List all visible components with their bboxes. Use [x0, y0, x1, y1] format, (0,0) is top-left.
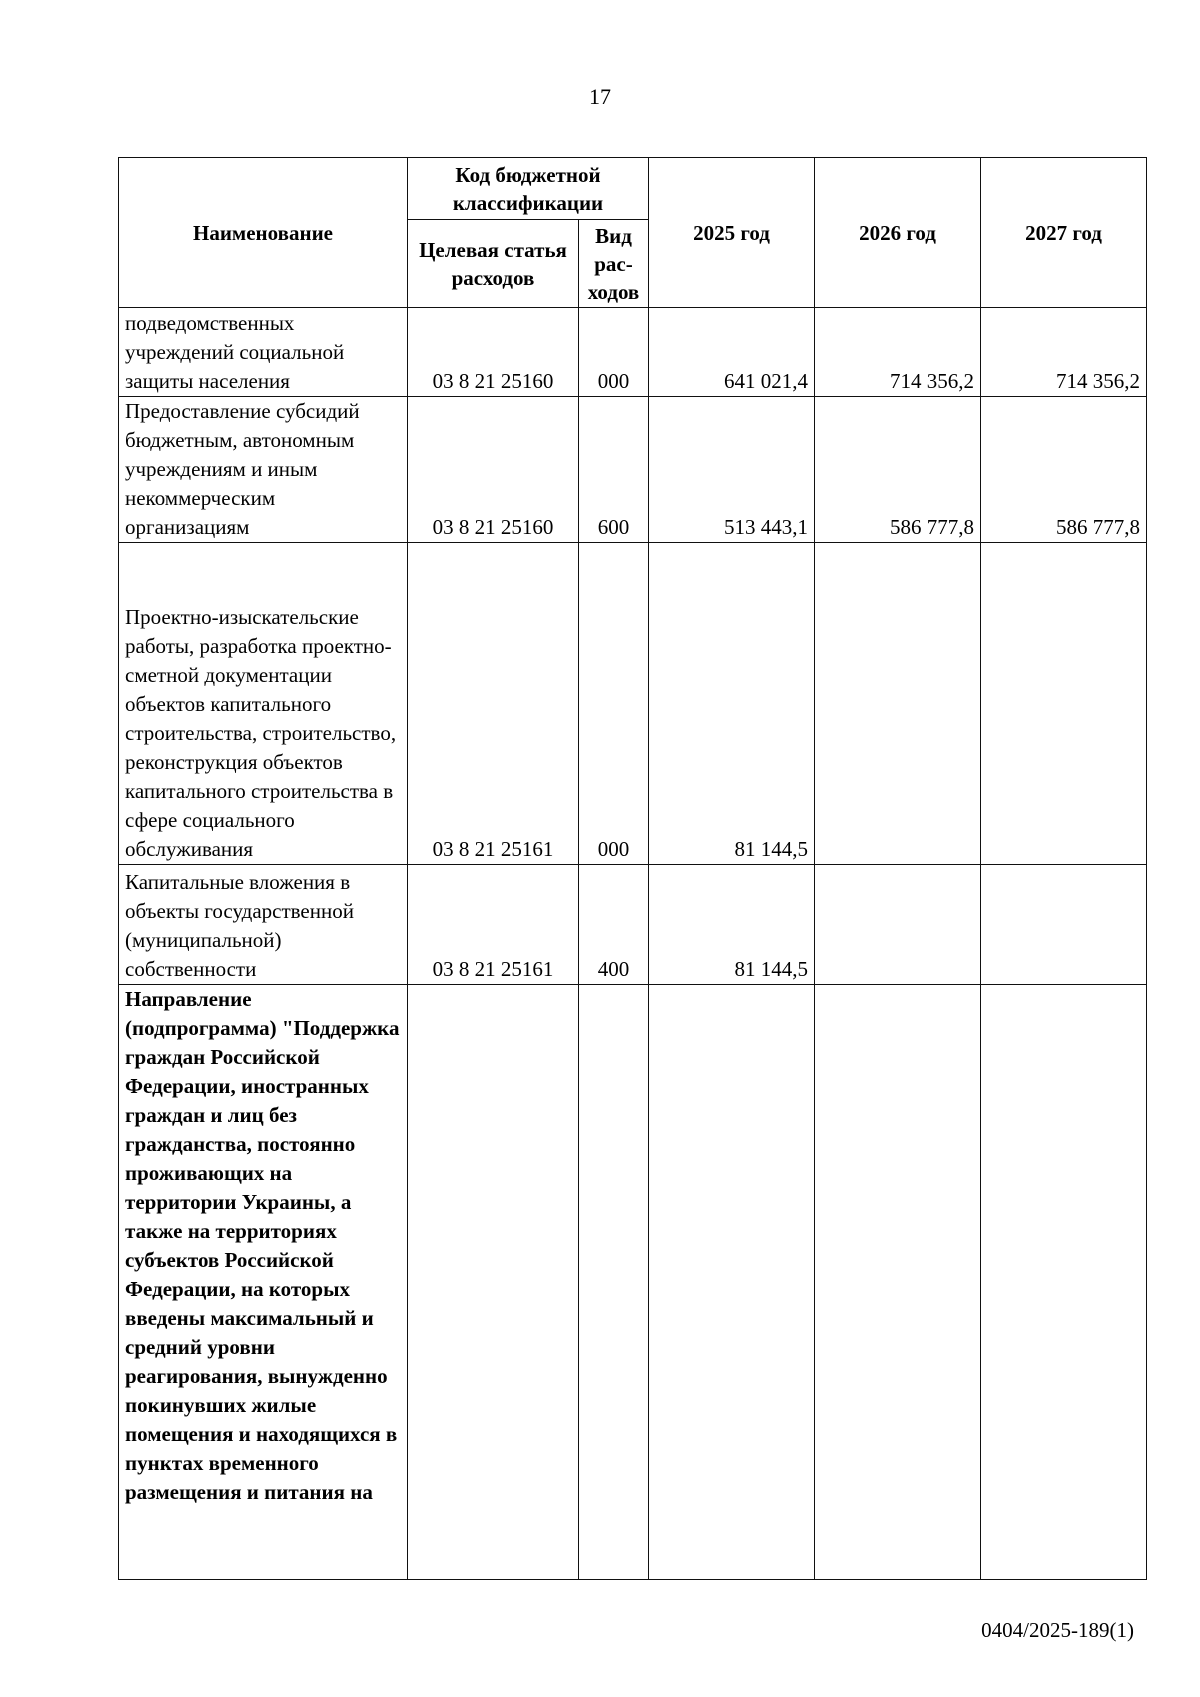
row-vid — [579, 985, 649, 1580]
row-name: подведомственных учреждений социальной защиты населения — [119, 308, 408, 397]
row-name: Капитальные вложения в объекты государственной (муниципальной) собственности — [119, 865, 408, 985]
table-row — [119, 543, 1147, 865]
table-row — [119, 308, 1147, 397]
row-vid: 000 — [579, 308, 649, 397]
table-row — [119, 397, 1147, 543]
row-value-2027 — [981, 985, 1147, 1580]
row-name: Предоставление субсидий бюджетным, автономным учреждениям и иным некоммерческим организациям — [119, 397, 408, 543]
table-row — [119, 985, 1147, 1580]
row-target: 03 8 21 25161 — [408, 865, 579, 985]
row-value-2025: 81 144,5 — [649, 865, 815, 985]
header-vid: Вид рас-ходов — [579, 220, 649, 308]
row-value-2025: 81 144,5 — [649, 543, 815, 865]
row-value-2025: 641 021,4 — [649, 308, 815, 397]
budget-table — [118, 157, 1147, 1580]
row-name: Направление (подпрограмма) "Поддержка граждан Российской Федерации, иностранных граждан и лиц без гражданства, постоянно проживающих на территории Украины, а также на территориях субъектов Российской Федерации, на которых введены максимальный и средний уровни реагирования, вынужденно покинувших жилые помещения и находящихся в пунктах временного размещения и питания на — [119, 985, 408, 1580]
header-year-2025: 2025 год — [649, 158, 815, 308]
row-target: 03 8 21 25161 — [408, 543, 579, 865]
row-value-2025 — [649, 985, 815, 1580]
row-value-2026 — [815, 985, 981, 1580]
row-value-2027 — [981, 865, 1147, 985]
row-vid: 000 — [579, 543, 649, 865]
document-code: 0404/2025-189(1) — [981, 1618, 1134, 1642]
row-target — [408, 985, 579, 1580]
row-vid: 400 — [579, 865, 649, 985]
header-year-2026: 2026 год — [815, 158, 981, 308]
header-name: Наименование — [119, 158, 408, 308]
row-target: 03 8 21 25160 — [408, 397, 579, 543]
row-value-2027 — [981, 543, 1147, 865]
row-value-2026: 586 777,8 — [815, 397, 981, 543]
row-value-2027: 714 356,2 — [981, 308, 1147, 397]
header-year-2027: 2027 год — [981, 158, 1147, 308]
row-value-2026: 714 356,2 — [815, 308, 981, 397]
row-value-2025: 513 443,1 — [649, 397, 815, 543]
row-vid: 600 — [579, 397, 649, 543]
row-value-2026 — [815, 865, 981, 985]
row-target: 03 8 21 25160 — [408, 308, 579, 397]
table-row — [119, 865, 1147, 985]
header-target: Целевая статья расходов — [408, 220, 579, 308]
row-value-2027: 586 777,8 — [981, 397, 1147, 543]
row-name: Проектно-изыскательские работы, разработка проектно-сметной документации объектов капитального строительства, строительство, реконструкция объектов капитального строительства в сфере социального обслуживания — [119, 543, 408, 865]
header-code-group: Код бюджетной классификации — [408, 158, 649, 220]
row-value-2026 — [815, 543, 981, 865]
page-number: 17 — [589, 84, 611, 109]
